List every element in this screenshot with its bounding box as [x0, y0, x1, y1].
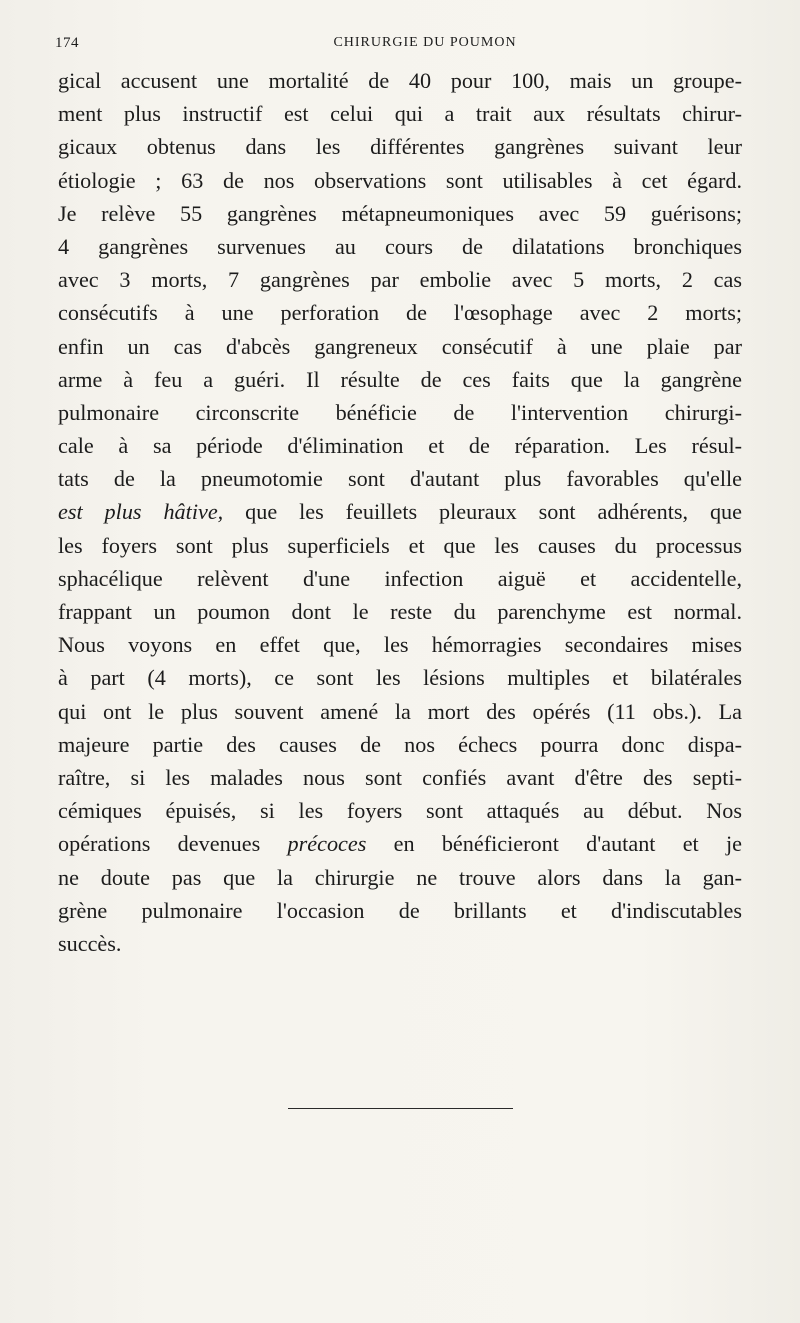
text-line: majeure partie des causes de nos échecs pourra donc dispa-	[58, 731, 742, 757]
text-line: frappant un poumon dont le reste du parenchyme est normal.	[58, 599, 742, 624]
text-line: les foyers sont plus superficiels et que les causes du processus	[58, 532, 742, 558]
text-line: Je relève 55 gangrènes métapneumoniques avec 59 guérisons;	[58, 200, 742, 226]
text-fragment: en bénéficieront d'autant et je	[366, 831, 742, 857]
text-line: qui ont le plus souvent amené la mort des opérés (11 obs.). La	[58, 698, 742, 724]
text-line: arme à feu a guéri. Il résulte de ces faits que la gangrène	[58, 366, 742, 392]
text-line: gical accusent une mortalité de 40 pour 100, mais un groupe-	[58, 68, 742, 93]
body-paragraph	[58, 64, 742, 960]
text-line: pulmonaire circonscrite bénéficie de l'intervention chirurgi-	[58, 399, 742, 425]
text-line: grène pulmonaire l'occasion de brillants et d'indiscutables	[58, 897, 742, 923]
italic-phrase: est plus hâtive,	[58, 499, 224, 525]
text-line	[58, 495, 742, 528]
text-line: sphacélique relèvent d'une infection aiguë et accidentelle,	[58, 565, 742, 591]
text-fragment: que les feuillets pleuraux sont adhérents, que	[223, 499, 742, 525]
text-line	[58, 827, 742, 860]
text-line: consécutifs à une perforation de l'œsophage avec 2 morts;	[58, 300, 742, 326]
running-head-title: CHIRURGIE DU POUMON	[333, 35, 517, 50]
text-line: Nous voyons en effet que, les hémorragies secondaires mises	[58, 632, 742, 658]
text-line: étiologie ; 63 de nos observations sont utilisables à cet égard.	[58, 167, 742, 193]
text-fragment: opérations devenues	[58, 831, 288, 857]
text-line: gicaux obtenus dans les différentes gangrènes suivant leur	[58, 134, 742, 160]
section-divider-rule	[288, 1108, 513, 1109]
text-line: ment plus instructif est celui qui a trait aux résultats chirur-	[58, 101, 742, 127]
text-line: tats de la pneumotomie sont d'autant plus favorables qu'elle	[58, 466, 742, 492]
italic-phrase: précoces	[287, 831, 367, 857]
text-line: raître, si les malades nous sont confiés avant d'être des septi-	[58, 764, 742, 790]
text-line: 4 gangrènes survenues au cours de dilatations bronchiques	[58, 233, 742, 259]
text-line: ne doute pas que la chirurgie ne trouve alors dans la gan-	[58, 864, 742, 890]
text-line: cale à sa période d'élimination et de réparation. Les résul-	[58, 433, 742, 459]
text-line: cémiques épuisés, si les foyers sont attaqués au début. Nos	[58, 798, 742, 824]
text-line: avec 3 morts, 7 gangrènes par embolie avec 5 morts, 2 cas	[58, 267, 742, 293]
text-line: enfin un cas d'abcès gangreneux consécutif à une plaie par	[58, 333, 742, 359]
text-line-last: succès.	[58, 930, 122, 956]
running-head	[55, 35, 755, 59]
page-number: 174	[55, 35, 79, 51]
text-line: à part (4 morts), ce sont les lésions multiples et bilatérales	[58, 665, 742, 691]
